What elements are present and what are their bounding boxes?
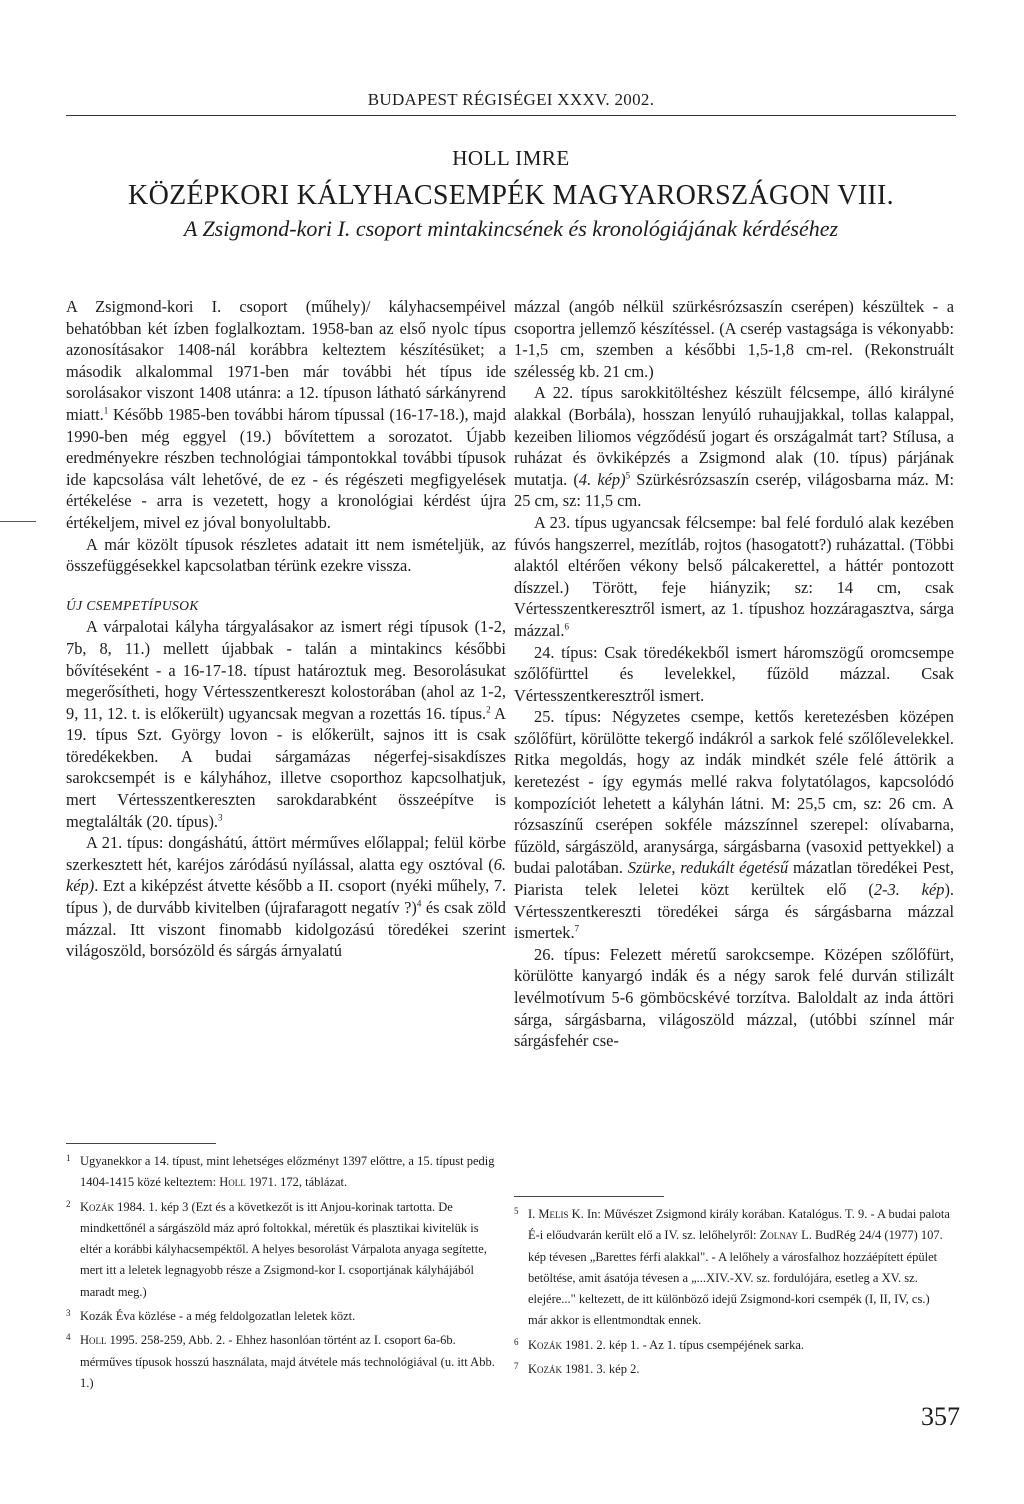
text: 1981. 2. kép 1. - Az 1. típus csempéjének sarka. xyxy=(562,1337,804,1352)
text: A várpalotai kályha tárgyalásakor az ismert régi típusok (1-2, 7b, 8, 11.) mellett újabbak - talán a mintakincs későbbi bővítéseként - a 16-17-18. típust határoztuk meg. Besorolásukat megerősítheti, hogy Vértesszentkereszt kolostorában (ahol az 1-2, 9, 11, 12. t. is előkerült) ugyancsak megvan a rozettás 16. típus. xyxy=(66,617,506,723)
paragraph xyxy=(66,832,506,962)
footnote xyxy=(66,1303,502,1327)
footnote-ref[interactable]: 4 xyxy=(416,898,422,909)
author-ref: Kozák xyxy=(528,1337,563,1352)
footnote-number: 3 xyxy=(66,1308,71,1319)
footnotes-left xyxy=(66,1148,502,1394)
author-ref: Holl xyxy=(80,1333,107,1348)
running-head: BUDAPEST RÉGISÉGEI XXXV. 2002. xyxy=(367,90,655,109)
page-number: 357 xyxy=(921,1402,960,1431)
footnote-ref[interactable]: 7 xyxy=(574,923,580,934)
right-column xyxy=(514,296,954,1052)
author-ref: Kozák xyxy=(528,1362,563,1377)
author-ref: Holl xyxy=(219,1175,246,1190)
footnote xyxy=(514,1332,950,1356)
italic-text: Szürke, redukált égetésű xyxy=(627,858,789,878)
text: A 19. típus Szt. György lovon - is előkerült, sajnos itt is csak töredékekben. A budai sárgamázas négerfej-sisakdíszes sarokcsempét is e kályhához, illetve csoporthoz kapcsolhatjuk, mert Vértesszentkereszten sarokdarabként összeépítve is megtalálták (20. típus). xyxy=(66,703,506,831)
text: . Ezt a kiképzést átvette később a II. csoport (nyéki műhely, 7. típus ), de durvább kivitelben (újrafaragott negatív ?) xyxy=(66,876,506,918)
text: K. In: Művészet Zsigmond király korában. Katalógus. T. 9. - A budai palota É-i előudvarán került elő a IV. sz. lelőhelyről: xyxy=(528,1207,950,1243)
paragraph xyxy=(514,382,954,512)
footnote-number: 2 xyxy=(66,1198,71,1209)
text: 1995. 258-259, Abb. 2. - Ehhez hasonlóan történt az I. csoport 6a-6b. mérműves típusok hosszú használata, majd átvétele más technológiával (u. itt Abb. 1.) xyxy=(80,1333,495,1390)
margin-mark xyxy=(0,521,36,522)
footnote xyxy=(66,1148,502,1194)
author-ref: Melis xyxy=(538,1207,569,1221)
footnote-ref[interactable]: 6 xyxy=(564,621,570,632)
footnote-ref[interactable]: 2 xyxy=(486,704,491,715)
text: Kozák Éva közlése - a még feldolgozatlan leletek közt. xyxy=(80,1309,356,1324)
footnote-number: 7 xyxy=(514,1361,519,1372)
text: mázatlan töredékei Pest, Piarista telek leletei közt kerültek elő ( xyxy=(514,858,955,900)
footnote xyxy=(514,1356,950,1380)
text: 1971. 172, táblázat. xyxy=(245,1175,348,1190)
footnote xyxy=(66,1327,502,1394)
text: A 23. típus ugyancsak félcsempe: bal felé forduló alak kezében fúvós hangszerrel, mezítláb, rojtos (hasogatott?) ruházattal. (Többi alaktól eltérően vékony belső pálcakerettel, a háttér pontozott díszzel.) Törött, feje hiányzik; sz: 14 cm, csak Vértesszentkeresztről ismert, az 1. típushoz hozzáragasztva, sárga mázzal. xyxy=(514,512,954,640)
author-ref: Kozák xyxy=(80,1199,115,1214)
footnote-ref[interactable]: 3 xyxy=(218,812,223,823)
figure-ref: 6. kép) xyxy=(66,854,506,896)
footnote-rule xyxy=(514,1196,664,1197)
left-column xyxy=(66,296,506,962)
paragraph xyxy=(514,512,954,642)
text: I. xyxy=(528,1207,539,1221)
footnote-number: 5 xyxy=(514,1206,519,1216)
footnote-ref[interactable]: 1 xyxy=(103,405,109,416)
footnotes-right xyxy=(514,1201,950,1380)
text: A 21. típus: dongáshátú, áttört mérműves előlappal; felül körbe szerkesztett hét, karéjos záródású nyílással, alatta egy osztóval ( xyxy=(66,833,506,874)
paragraph: mázzal (angób nélkül szürkésrózsaszín cserépen) készültek - a csoportra jellemző készítéssel. (A cserép vastagsága is vékonyabb: 1-1,5 cm, szemben a későbbi 1,5-1,8 cm-rel. (Rekonstruált szélesség kb. 21 cm.) xyxy=(514,297,954,381)
text: Később 1985-ben további három típussal (16-17-18.), majd 1990-ben még eggyel (19.) bővítettem a sorozatot. Újabb eredményekre részben technológiai támpontokkal további típusok ide kapcsolása vált lehetővé, de ez - és régészeti megfigyelések értékelése - arra is vezetett, hogy a kronológiai kérdést újra értékeljem, mivel ez jóval bonyolultabb. xyxy=(66,404,506,532)
figure-ref: 2-3. kép xyxy=(873,880,945,900)
footnote-number: 4 xyxy=(66,1332,71,1343)
text: 1984. 1. kép 3 (Ezt és a következőt is itt Anjou-korinak tartotta. De mindkettőnél a sárgászöld máz apró foltokkal, méretük és plasztikai kivitelük is eltér a korábbi kályhacsempéktől. A helyes besorolást Várpalota anyaga segítette, mert itt a leletek legnagyobb része a Zsigmond-kor I. csoportjának kályhájából maradt meg.) xyxy=(80,1199,487,1299)
author-name: HOLL IMRE xyxy=(452,146,570,170)
footnote-number: 1 xyxy=(66,1153,71,1163)
text: 25. típus: Négyzetes csempe, kettős keretezésben középen szőlőfürt, körülötte tekergő indákról a sarkok felé szőlőlevelekkel. Ritka megoldás, hogy az indák mindkét széle felé áttörik a keretezést - így egymás mellé rakva folytatólagos, kapcsolódó kompozíciót lehetett a kályhán látni. M: 25,5 cm, sz: 26 cm. A rózsaszínű cserépen sokféle mázszínnel szerepel: olívabarna, fűzöld, sárgászöld, aranysárga, sárgásbarna (vasoxid pettyekkel) a budai palotában. xyxy=(514,707,954,878)
section-heading: ÚJ CSEMPETÍPUSOK xyxy=(66,597,199,613)
text: és csak zöld mázzal. Itt viszont finomabb kidolgozású töredékei szerint világoszöld, borsózöld és sárgás árnyalatú xyxy=(66,898,506,961)
article-subtitle: A Zsigmond-kori I. csoport mintakincsének és kronológiájának kérdéséhez xyxy=(183,216,839,241)
author-ref: Zolnay xyxy=(759,1228,798,1243)
figure-ref: 4. kép) xyxy=(578,469,626,489)
text: A 22. típus sarokkitöltéshez készült félcsempe, álló királyné alakkal (Borbála), hosszan lenyúló ruhaujjakkal, tollas kalappal, kezeiben liliomos végződésű jogart és országalmát tart? Stílusa, a ruházat és övkiképzés a Zsigmond alak (10. típus) párjának mutatja. ( xyxy=(514,383,954,489)
footnote xyxy=(514,1201,950,1332)
footnote-rule xyxy=(66,1143,216,1144)
header-rule xyxy=(66,115,956,116)
footnote-number: 6 xyxy=(514,1336,519,1347)
paragraph: 24. típus: Csak töredékekből ismert háromszögű oromcsempe szőlőfürttel és levelekkel, fűzöld mázzal. Csak Vértesszentkeresztről ismert. xyxy=(514,642,954,705)
footnote-ref[interactable]: 5 xyxy=(625,470,631,481)
paragraph xyxy=(514,706,954,944)
text: A Zsigmond-kori I. csoport (műhely)/ kályhacsempéivel behatóbban két ízben foglalkoztam. 1958-ban az első nyolc típus azonosításakor 1408-nál korábbra kelteztem készítésüket; a második alkalommal 1971-ben már további hét típus ide sorolásakor viszont 1408 utánra: a 12. típuson látható sárkányrend miatt. xyxy=(66,297,506,424)
text: Szürkésrózsaszín cserép, világosbarna máz. M: 25 cm, sz: 11,5 cm. xyxy=(514,469,954,511)
text: ). Vértesszentkereszti töredékei sárga és sárgásbarna mázzal ismertek. xyxy=(514,880,954,943)
text: 1981. 3. kép 2. xyxy=(562,1362,640,1377)
text: L. BudRég 24/4 (1977) 107. kép tévesen „Barettes férfi alakkal". - A lelőhely a városfalhoz hozzáépített épület betöltése, amit ásatója tévesen a „...XIV.-XV. sz. fordulójára, esetleg a XV. sz. elejére..." keltezett, de itt különböző idejű Zsigmond-kori csempék (I, II, IV, cs.) már akkor is ellentmondtak ennek. xyxy=(528,1228,943,1328)
article-title: KÖZÉPKORI KÁLYHACSEMPÉK MAGYARORSZÁGON VIII. xyxy=(128,180,894,211)
footnote xyxy=(66,1194,502,1303)
paragraph xyxy=(66,616,506,832)
paragraph: 26. típus: Felezett méretű sarokcsempe. Középen szőlőfürt, körülötte kanyargó indák és a négy sarok felé durván stilizált levélmotívum 5-6 gömböcskévé torzítva. Baloldalt az inda áttöri sárga, sárgásbarna, világoszöld mázzal, (utóbbi színnel már sárgásfehér cse- xyxy=(514,944,954,1051)
text: Ugyanekkor a 14. típust, mint lehetséges előzményt 1397 előttre, a 15. típust pedig 1404-1415 közé kelteztem: xyxy=(80,1154,495,1190)
paragraph: A már közölt típusok részletes adatait itt nem ismételjük, az összefüggésekkel kapcsolatban térünk ezekre vissza. xyxy=(66,534,506,576)
paragraph xyxy=(66,296,506,534)
